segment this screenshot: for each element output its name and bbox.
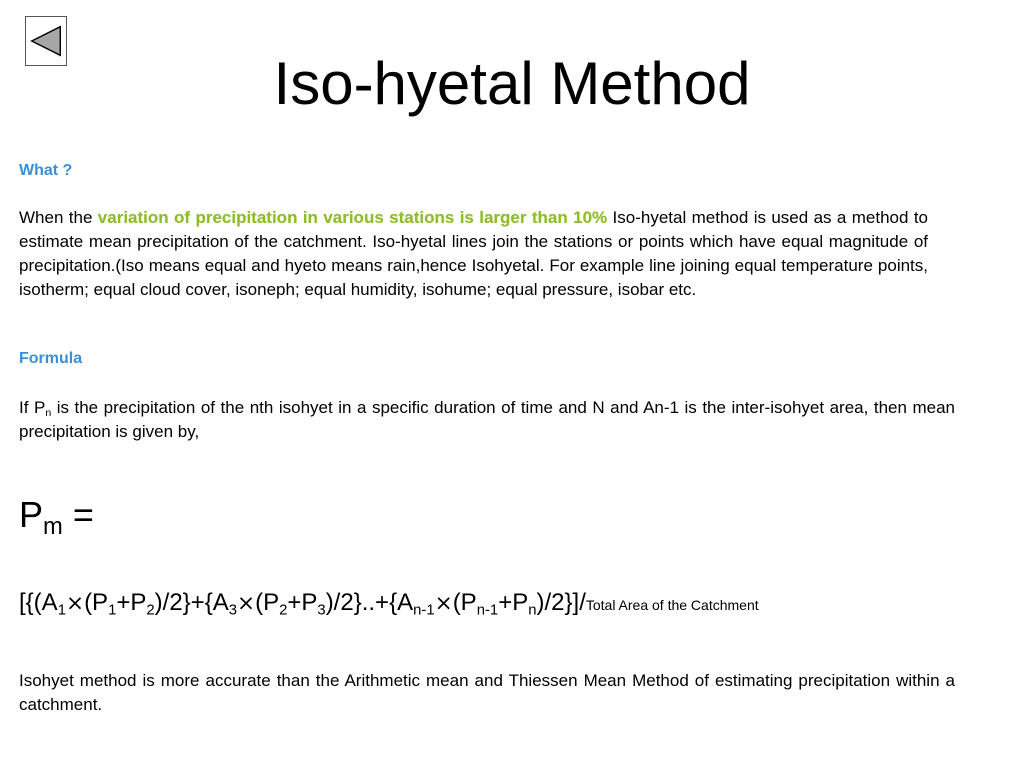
- pm-subscript: m: [43, 513, 63, 541]
- expr-part: (P: [255, 589, 280, 616]
- expr-times: ×: [65, 591, 85, 616]
- formula-expression: [19, 585, 759, 623]
- slide-title: Iso-hyetal Method: [273, 50, 751, 117]
- expr-sub: 3: [228, 602, 237, 619]
- mean-precipitation-symbol: [19, 493, 94, 541]
- expr-part: +P: [498, 589, 529, 616]
- formula-intro-if: If P: [19, 398, 46, 417]
- expr-part: (P: [452, 589, 477, 616]
- intro-rest: Iso-hyetal method is used as a method to estimate mean precipitation of the catchment. Iso-hyetal lines join the stations or points which have equal magnitude of precipitation.(Iso means equal and hyeto means rain,hence Isohyetal. For example line joining equal temperature points, isotherm; equal cloud cover, isoneph; equal humidity, isohume; equal pressure, isobar etc.: [19, 208, 928, 299]
- expr-part: )/2}..+{A: [325, 589, 414, 616]
- expr-sub: n: [528, 602, 537, 619]
- expr-sub: 1: [57, 602, 66, 619]
- expr-sub: n-1: [476, 602, 499, 619]
- section-heading-formula: Formula: [19, 350, 83, 367]
- expr-sub: 2: [279, 602, 288, 619]
- expr-part: (P: [84, 589, 109, 616]
- expr-sub: 2: [146, 602, 155, 619]
- expr-part: )/2}+{A: [154, 589, 229, 616]
- intro-prefix: When the: [19, 208, 98, 227]
- expr-sub: 3: [317, 602, 326, 619]
- expr-part: [{(A: [19, 589, 58, 616]
- section-heading-what: What ?: [19, 162, 73, 179]
- conclusion-paragraph: Isohyet method is more accurate than the Arithmetic mean and Thiessen Mean Method of estimating precipitation within a catchment.: [19, 671, 955, 714]
- highlighted-condition: variation of precipitation in various stations is larger than 10%: [97, 208, 608, 227]
- expr-sub: 1: [108, 602, 117, 619]
- expr-part: +P: [116, 589, 147, 616]
- intro-paragraph: [19, 206, 928, 302]
- expr-times: ×: [237, 591, 256, 616]
- expr-denominator: Total Area of the Catchment: [585, 597, 759, 613]
- formula-intro-subscript: n: [45, 407, 52, 420]
- expr-times: ×: [434, 591, 453, 616]
- formula-intro-rest: is the precipitation of the nth isohyet in a specific duration of time and N and An-1 is the inter-isohyet area, then mean precipitation is given by,: [19, 398, 955, 441]
- pm-symbol: P: [19, 494, 44, 535]
- formula-intro-paragraph: [19, 396, 955, 444]
- pm-equals: =: [62, 494, 94, 535]
- expr-part: +P: [287, 589, 318, 616]
- expr-sub: n-1: [413, 602, 435, 619]
- expr-part: )/2}]/: [536, 589, 586, 616]
